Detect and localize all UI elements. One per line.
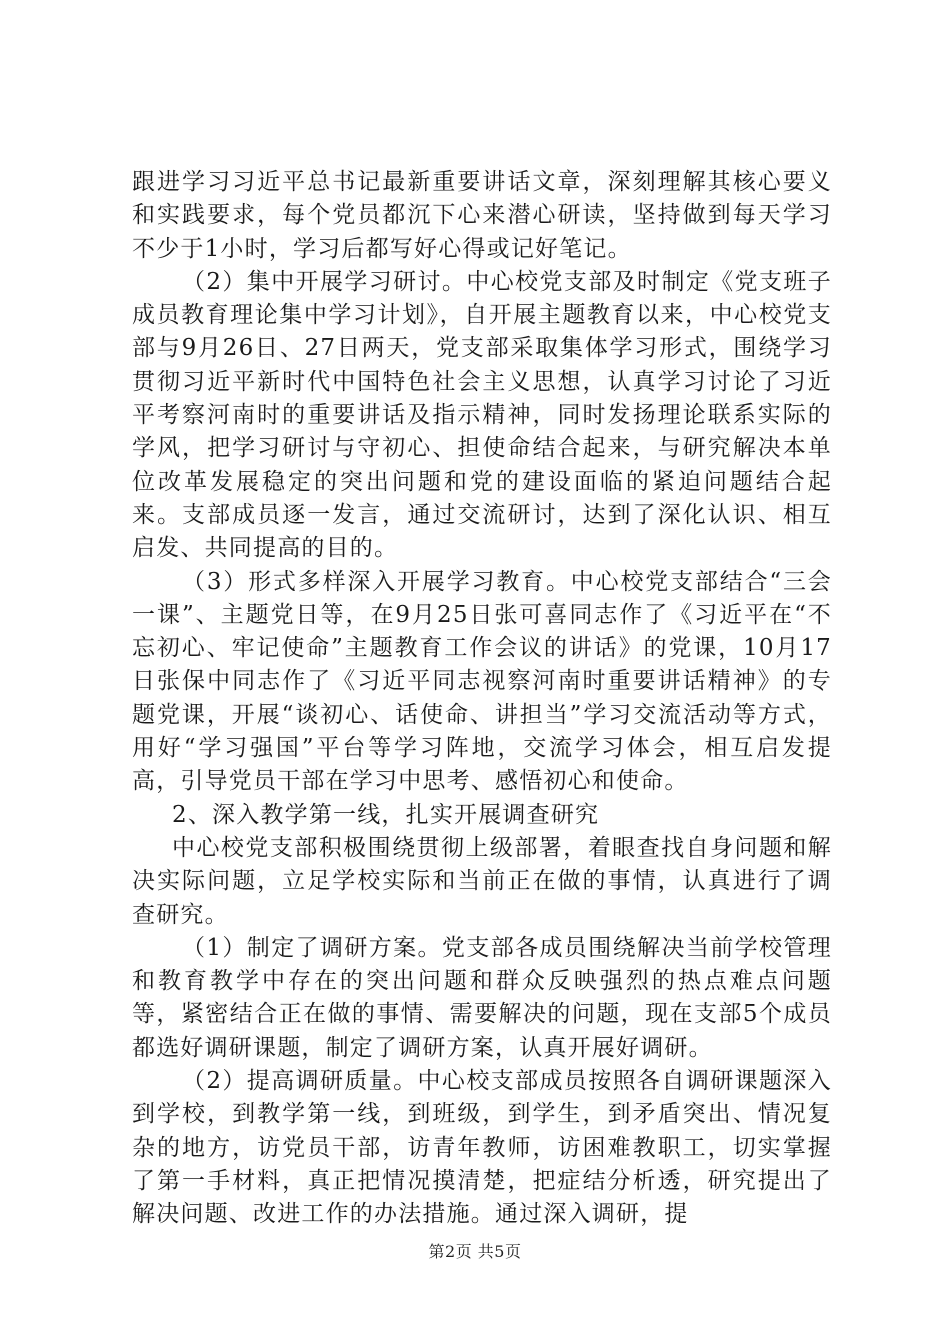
- document-body: [132, 166, 832, 1232]
- paragraph-research-quality: （2）提高调研质量。中心校支部成员按照各自调研课题深入到学校，到教学第一线，到班级，到学生，到矛盾突出、情况复杂的地方，访党员干部，访青年教师，访困难教职工，切实掌握了第一手材料，真正把情况摸清楚，把症结分析透，研究提出了解决问题、改进工作的办法措施。通过深入调研，提: [132, 1068, 832, 1228]
- page-number-footer: 第2页 共5页: [428, 1242, 522, 1261]
- paragraph-continuation: 跟进学习习近平总书记最新重要讲话文章，深刻理解其核心要义和实践要求，每个党员都沉下心来潜心研读，坚持做到每天学习不少于1小时，学习后都写好心得或记好笔记。: [132, 169, 832, 262]
- paragraph-research-intro: 中心校党支部积极围绕贯彻上级部署，着眼查找自身问题和解决实际问题，立足学校实际和当前正在做的事情，认真进行了调查研究。: [132, 834, 832, 928]
- paragraph-study-seminar: （2）集中开展学习研讨。中心校党支部及时制定《党支班子成员教育理论集中学习计划》，自开展主题教育以来，中心校党支部与9月26日、27日两天，党支部采取集体学习形式，围绕学习贯彻习近平新时代中国特色社会主义思想，认真学习讨论了习近平考察河南时的重要讲话及指示精神，同时发扬理论联系实际的学风，把学习研讨与守初心、担使命结合起来，与研究解决本单位改革发展稳定的突出问题和党的建设面临的紧迫问题结合起来。支部成员逐一发言，通过交流研讨，达到了深化认识、相互启发、共同提高的目的。: [132, 268, 832, 562]
- paragraph-diverse-education: （3）形式多样深入开展学习教育。中心校党支部结合“三会一课”、主题党日等，在9月25日张可喜同志作了《习近平在“不忘初心、牢记使命”主题教育工作会议的讲话》的党课，10月17日张保中同志作了《习近平同志视察河南时重要讲话精神》的专题党课，开展“谈初心、话使命、讲担当”学习交流活动等方式，用好“学习强国”平台等学习阵地，交流学习体会，相互启发提高，引导党员干部在学习中思考、感悟初心和使命。: [132, 568, 832, 795]
- paragraph-research-plan: （1）制定了调研方案。党支部各成员围绕解决当前学校管理和教育教学中存在的突出问题和群众反映强烈的热点难点问题等，紧密结合正在做的事情、需要解决的问题，现在支部5个成员都选好调研课题，制定了调研方案，认真开展好调研。: [132, 934, 832, 1061]
- section-heading-research: 2、深入教学第一线，扎实开展调查研究: [172, 801, 600, 828]
